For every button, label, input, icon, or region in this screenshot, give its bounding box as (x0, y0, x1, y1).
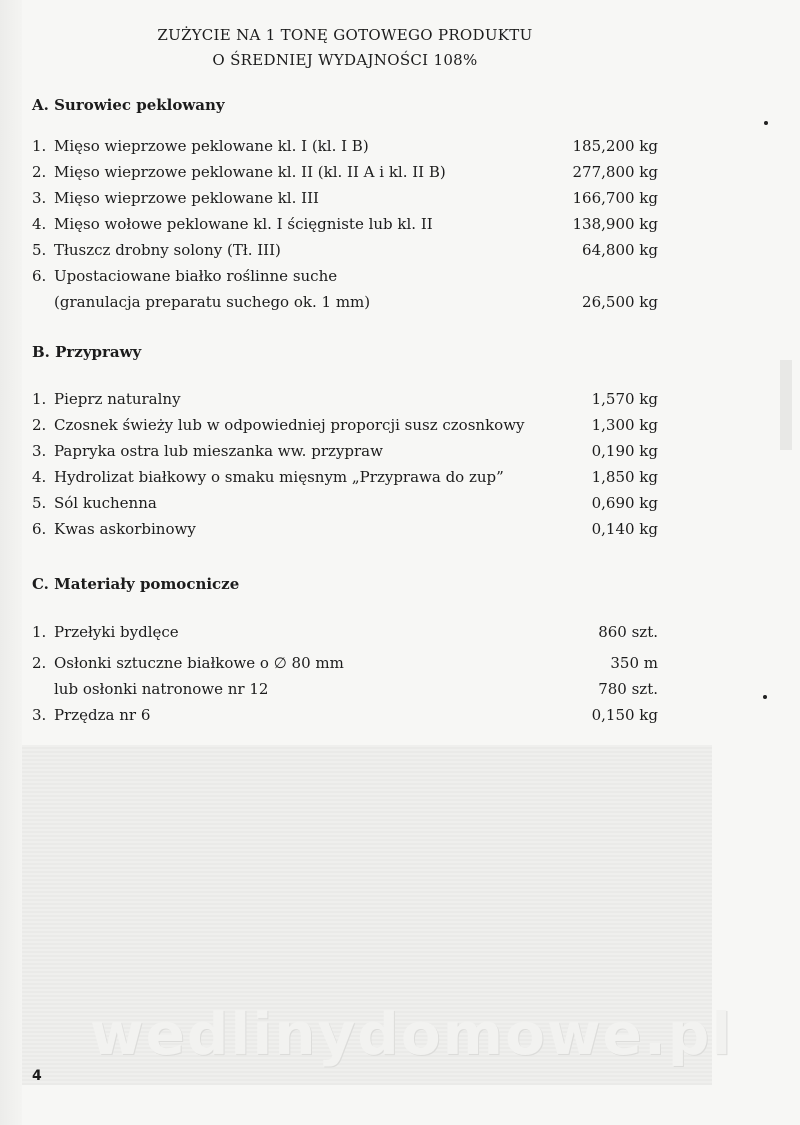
list-item (32, 491, 658, 515)
item-number: 1. (32, 623, 47, 641)
item-description: Papryka ostra lub mieszanka ww. przypraw (54, 442, 383, 460)
item-description: Mięso wieprzowe peklowane kl. II (kl. II A i kl. II B) (54, 163, 446, 181)
list-item (32, 212, 658, 236)
item-number: 4. (32, 468, 47, 486)
list-item (32, 387, 658, 411)
list-item (32, 620, 658, 644)
item-number: 5. (32, 241, 47, 259)
item-description: Hydrolizat białkowy o smaku mięsnym „Przyprawa do zup” (54, 468, 504, 486)
list-item (32, 238, 658, 262)
scan-speck (763, 695, 767, 699)
item-number: 1. (32, 390, 47, 408)
list-item (32, 651, 658, 675)
list-item (32, 186, 658, 210)
item-number: 3. (32, 706, 47, 724)
item-quantity: 860 szt. (598, 623, 658, 641)
item-number: 4. (32, 215, 47, 233)
item-description: Tłuszcz drobny solony (Tł. III) (54, 241, 281, 259)
item-quantity: 166,700 kg (572, 189, 658, 207)
list-item (32, 264, 658, 288)
item-description: Mięso wieprzowe peklowane kl. III (54, 189, 319, 207)
item-quantity: 26,500 kg (582, 293, 658, 311)
item-number: 3. (32, 189, 47, 207)
item-description: Przędza nr 6 (54, 706, 151, 724)
list-item (32, 517, 658, 541)
item-quantity: 1,850 kg (591, 468, 658, 486)
item-description: lub osłonki natronowe nr 12 (54, 680, 269, 698)
item-quantity: 1,300 kg (591, 416, 658, 434)
page-title-line1: ZUŻYCIE NA 1 TONĘ GOTOWEGO PRODUKTU (157, 26, 533, 44)
page-edge-shadow (0, 0, 22, 1125)
item-quantity: 0,690 kg (591, 494, 658, 512)
item-description: Sól kuchenna (54, 494, 157, 512)
section-heading-a: A. Surowiec peklowany (32, 96, 225, 114)
page-number: 4 (32, 1068, 42, 1084)
item-quantity: 350 m (610, 654, 658, 672)
item-quantity: 0,140 kg (591, 520, 658, 538)
scan-speck (764, 121, 768, 125)
list-item (32, 677, 658, 701)
item-quantity: 277,800 kg (572, 163, 658, 181)
list-item (32, 465, 658, 489)
item-quantity: 0,150 kg (591, 706, 658, 724)
list-item (32, 439, 658, 463)
item-number: 6. (32, 267, 47, 285)
item-number: 2. (32, 163, 47, 181)
section-heading-c: C. Materiały pomocnicze (32, 575, 240, 593)
item-number: 3. (32, 442, 47, 460)
list-item (32, 290, 658, 314)
scan-artifact-strip (780, 360, 792, 450)
item-description: Kwas askorbinowy (54, 520, 196, 538)
list-item (32, 413, 658, 437)
section-heading-b: B. Przyprawy (32, 343, 142, 361)
item-description: (granulacja preparatu suchego ok. 1 mm) (54, 293, 371, 311)
item-quantity: 0,190 kg (591, 442, 658, 460)
item-quantity: 1,570 kg (591, 390, 658, 408)
item-quantity: 138,900 kg (572, 215, 658, 233)
item-number: 1. (32, 137, 47, 155)
item-quantity: 185,200 kg (572, 137, 658, 155)
item-quantity: 64,800 kg (582, 241, 658, 259)
watermark: wedlinydomowe.pl (90, 1000, 734, 1068)
item-description: Mięso wołowe peklowane kl. I ścięgniste lub kl. II (54, 215, 433, 233)
item-number: 2. (32, 654, 47, 672)
page-title-line2: O ŚREDNIEJ WYDAJNOŚCI 108% (212, 51, 478, 69)
item-number: 5. (32, 494, 47, 512)
item-description: Mięso wieprzowe peklowane kl. I (kl. I B) (54, 137, 369, 155)
item-number: 2. (32, 416, 47, 434)
item-description: Upostaciowane białko roślinne suche (54, 267, 338, 285)
item-description: Osłonki sztuczne białkowe o ∅ 80 mm (54, 654, 344, 672)
item-quantity: 780 szt. (598, 680, 658, 698)
item-description: Pieprz naturalny (54, 390, 181, 408)
list-item (32, 703, 658, 727)
list-item (32, 134, 658, 158)
list-item (32, 160, 658, 184)
item-description: Przełyki bydlęce (54, 623, 179, 641)
item-number: 6. (32, 520, 47, 538)
item-description: Czosnek świeży lub w odpowiedniej proporcji susz czosnkowy (54, 416, 525, 434)
